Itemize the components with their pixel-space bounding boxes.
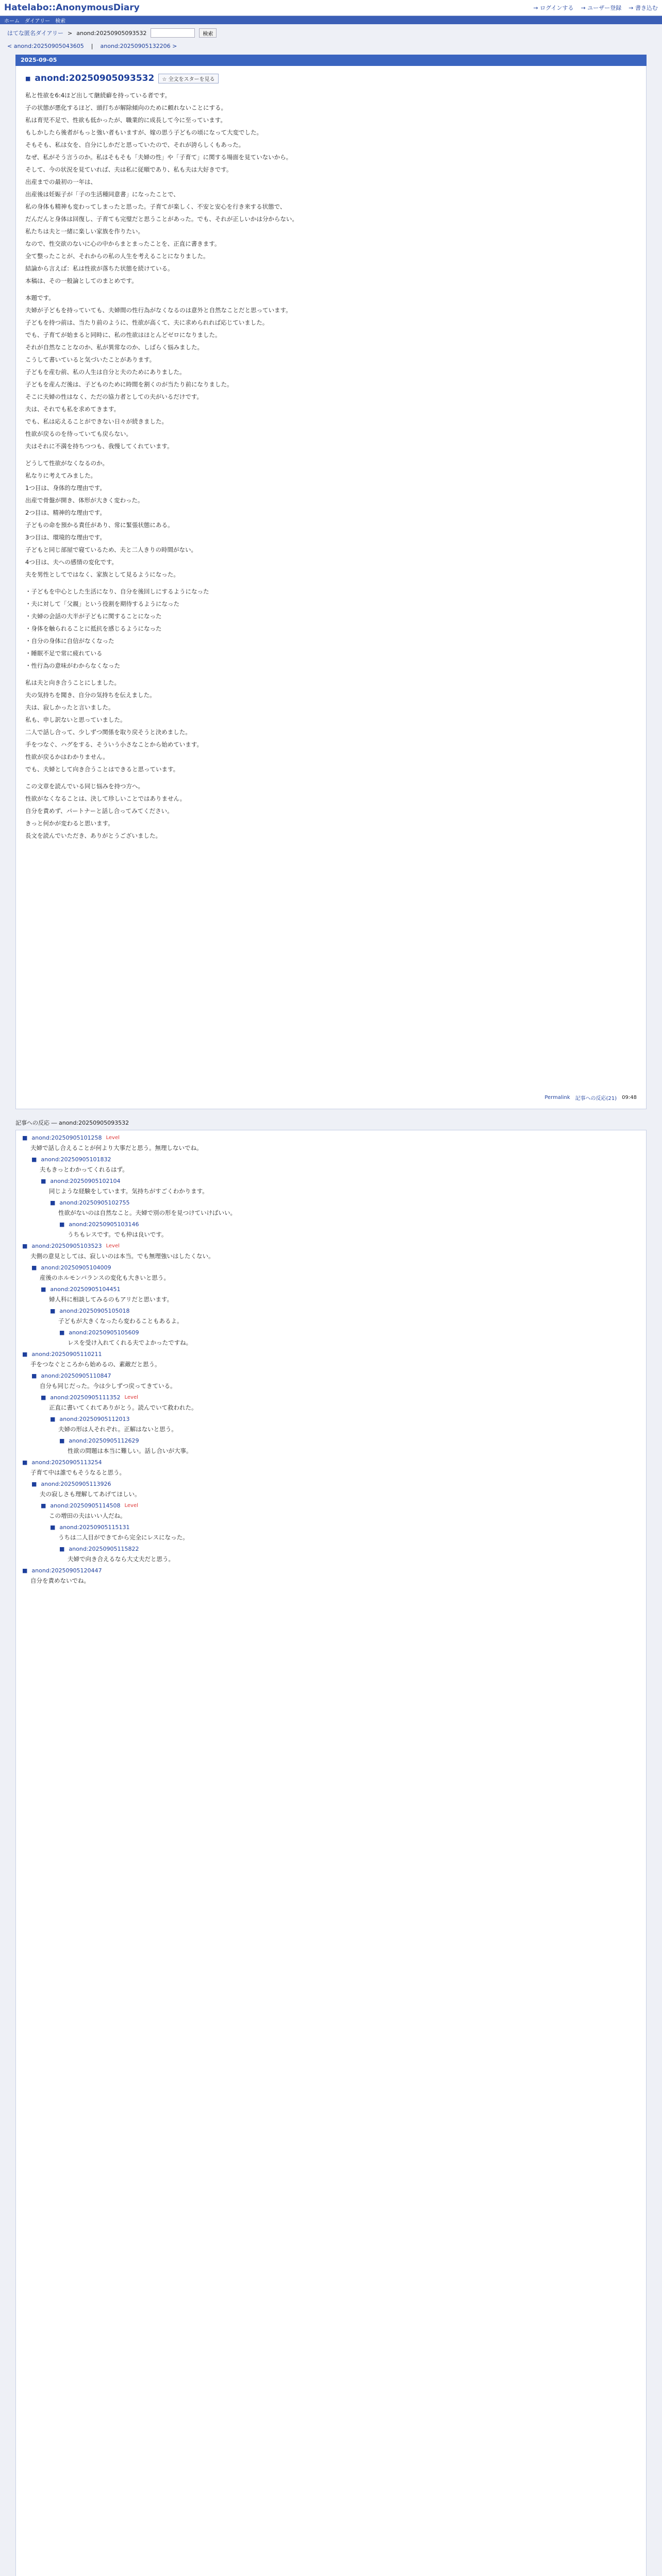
article-paragraph: 夫はそれに不満を持ちつつも、我慢してくれています。 (25, 443, 173, 450)
square-bullet-icon: ■ (59, 1329, 65, 1336)
article-paragraph: ・自分の身体に自信がなくなった (25, 637, 114, 645)
subbar-diary[interactable]: ダイアリー (25, 18, 51, 24)
comment-body: 自分を責めないでね。 (30, 1577, 90, 1584)
write-link[interactable]: → 書き込む (628, 5, 658, 11)
comment-body: 同じような経験をしています。気持ちがすごくわかります。 (49, 1188, 208, 1195)
nav-sep: | (91, 43, 93, 49)
comment-item (50, 1416, 640, 1434)
comment-item (31, 1264, 640, 1283)
comment-header (50, 1524, 640, 1531)
comment-body: この増田の夫はいい人だね。 (49, 1512, 126, 1519)
comment-item (59, 1437, 640, 1456)
article-paragraph: 夫は、寂しかったと言いました。 (25, 704, 114, 711)
square-bullet-icon: ■ (31, 1264, 37, 1271)
article-paragraph: 子どもを産んだ後は、子どものために時間を割くのが当たり前になりました。 (25, 381, 233, 388)
comment-id-link[interactable]: anond:20250905114508 (50, 1502, 121, 1509)
comment-body: うちもレスです。でも仲は良いです。 (68, 1231, 168, 1238)
comment-header (22, 1351, 640, 1358)
comment-item (22, 1459, 640, 1478)
square-bullet-icon: ■ (31, 1481, 37, 1487)
comment-body: 産後のホルモンバランスの変化も大きいと思う。 (40, 1274, 170, 1281)
comment-body: 子育て中は誰でもそうなると思う。 (30, 1469, 125, 1476)
article-footer (544, 1094, 637, 1101)
comment-header (41, 1502, 640, 1509)
article-body (25, 91, 637, 841)
comment-item (41, 1502, 640, 1521)
article-paragraph: でも、子育てが始まると同時に、私の性欲はほとんどゼロになりました。 (25, 331, 221, 338)
article-paragraph: ・夫婦の会話の大半が子どもに関することになった (25, 613, 162, 620)
square-bullet-icon: ■ (59, 1221, 65, 1228)
article-paragraph: 子どもと同じ部屋で寝ているため、夫と二人きりの時間がない。 (25, 546, 197, 553)
article-paragraph: 出産で骨盤が開き、体形が大きく変わった。 (25, 497, 144, 504)
comment-id-link[interactable]: anond:20250905104451 (50, 1286, 121, 1293)
comment-body: 性欲の問題は本当に難しい。話し合いが大事。 (68, 1447, 192, 1454)
comment-id-link[interactable]: anond:20250905105018 (59, 1308, 130, 1314)
article-paragraph: なので、性交欲のないに心の中からまとまったことを、正直に書きます。 (25, 240, 221, 247)
comment-item (50, 1524, 640, 1543)
article-paragraph: そこに夫婦の性はなく、ただの協力者としての夫がいるだけです。 (25, 393, 203, 400)
article-paragraph: 性欲が戻るかはわかりません。 (25, 753, 109, 760)
comment-level-badge: Level (124, 1503, 138, 1509)
comment-header (22, 1459, 640, 1466)
article-paragraph: 二人で話し合って、少しずつ関係を取り戻そうと決めました。 (25, 728, 191, 736)
comment-header (22, 1567, 640, 1574)
article-paragraph: この文章を読んでいる同じ悩みを持つ方へ。 (25, 783, 144, 790)
article-paragraph: 子どもの命を預かる責任があり、常に緊張状態にある。 (25, 521, 174, 529)
article-paragraph: きっと何かが変わると思います。 (25, 820, 114, 827)
article-paragraph: どうして性欲がなくなるのか。 (25, 460, 108, 467)
article-paragraph: なぜ、私がそう言うのか。私はそもそも「夫婦の性」や「子育て」に関する場面を見ていないから。 (25, 154, 292, 161)
post-time: 09:48 (622, 1095, 637, 1100)
comment-header (50, 1199, 640, 1206)
article-paragraph: ・夫に対して「父親」という役割を期待するようになった (25, 600, 179, 607)
comment-level-badge: Level (106, 1135, 120, 1141)
comment-item (59, 1329, 640, 1348)
comment-id-link[interactable]: anond:20250905101832 (41, 1156, 111, 1163)
comment-id-link[interactable]: anond:20250905105609 (69, 1329, 139, 1336)
comment-item (22, 1243, 640, 1261)
comment-item (31, 1156, 640, 1175)
square-bullet-icon: ■ (22, 1243, 28, 1249)
search-button[interactable]: 検索 (199, 28, 217, 38)
comment-body: 正直に書いてくれてありがとう。読んでいて救われた。 (49, 1404, 197, 1411)
subbar-home[interactable]: ホーム (4, 18, 20, 24)
permalink-link[interactable]: Permalink (544, 1095, 570, 1100)
comment-header (41, 1286, 640, 1293)
comment-id-link[interactable]: anond:20250905110847 (41, 1372, 111, 1379)
article-paragraph: 夫を男性としてではなく、家族として見るようになった。 (25, 571, 179, 578)
article-paragraph: だんだんと身体は回復し、子育ても完璧だと思うことがあった。でも、それが正しいかは分からない。 (25, 215, 298, 223)
square-bullet-icon: ■ (22, 1459, 28, 1466)
square-bullet-icon: ■ (59, 1437, 65, 1444)
comment-body: レスを受け入れてくれる夫でよかったですね。 (68, 1339, 192, 1346)
comment-item (41, 1178, 640, 1196)
comment-header (50, 1308, 640, 1314)
star-button[interactable]: ☆ 全文をスターを見る (158, 74, 218, 83)
article-title-row (25, 73, 637, 83)
comment-header (31, 1481, 640, 1487)
breadcrumb (0, 24, 662, 42)
square-bullet-icon: ■ (31, 1156, 37, 1163)
article-paragraph: でも、夫婦として向き合うことはできると思っています。 (25, 766, 179, 773)
entry-nav (0, 42, 662, 53)
comment-header (59, 1329, 640, 1336)
article-paragraph: 私と性欲を6:4ほど出して継続癖を持っている者です。 (25, 92, 171, 99)
square-bullet-icon: ■ (50, 1199, 56, 1206)
comment-id-link[interactable]: anond:20250905102104 (50, 1178, 121, 1184)
article-paragraph: 本題です。 (25, 294, 55, 301)
article-paragraph: 私も、申し訳ないと思っていました。 (25, 716, 126, 723)
article-paragraph: 夫は、それでも私を求めてきます。 (25, 405, 120, 413)
article-paragraph: 結論から言えば：私は性欲が落ちた状態を続けている。 (25, 265, 174, 272)
comment-id-link[interactable]: anond:20250905102755 (59, 1199, 130, 1206)
comment-header (22, 1243, 640, 1249)
next-entry-link[interactable]: anond:20250905132206 > (100, 43, 177, 49)
article-paragraph: 夫婦が子どもを持っていても、夫婦間の性行為がなくなるのは意外と自然なことだと思っています。 (25, 307, 292, 314)
subbar-search[interactable]: 検索 (55, 18, 66, 24)
comments-header: 記事への反応 ― anond:20250905093532 (15, 1120, 129, 1126)
article-paragraph: 子の状態が悪化するほど、頭打ちが解除傾向のために頼れないことにする。 (25, 104, 227, 111)
comment-body: 手をつなぐところから始めるの、素敵だと思う。 (30, 1361, 161, 1368)
article-paragraph: 出産後は妊娠子が「子の生活種同意書」になったことで、 (25, 191, 179, 198)
article-paragraph: 私たちは夫と一緒に楽しい家族を作りたい。 (25, 228, 144, 235)
comment-body: 夫もきっとわかってくれるはず。 (40, 1166, 128, 1173)
prev-entry-link[interactable]: < anond:20250905043605 (7, 43, 84, 49)
article-paragraph: 性欲がなくなることは、決して珍しいことではありません。 (25, 795, 186, 802)
comment-body: 婦人科に相談してみるのもアリだと思います。 (49, 1296, 173, 1303)
article-paragraph: 長文を読んでいただき、ありがとうございました。 (25, 832, 162, 839)
article-paragraph: 2つ目は、精神的な理由です。 (25, 509, 106, 516)
comment-id-link[interactable]: anond:20250905115822 (69, 1546, 139, 1552)
sub-bar (0, 16, 662, 24)
article (15, 66, 647, 1109)
article-paragraph: もしかしたら後者がもっと強い者もいますが、嫁の思う子どもの頃になって大変でした。 (25, 129, 262, 136)
article-paragraph: 夫の気持ちを聞き、自分の気持ちを伝えました。 (25, 691, 156, 699)
comment-id-link[interactable]: anond:20250905112629 (69, 1437, 139, 1444)
article-paragraph: でも、私は応えることができない日々が続きました。 (25, 418, 168, 425)
site-logo[interactable]: Hatelabo::AnonymousDiary (4, 3, 140, 13)
comment-body: 夫側の意見としては、寂しいのは本当。でも無理強いはしたくない。 (30, 1252, 214, 1260)
comment-header (41, 1394, 640, 1401)
article-paragraph: 私なりに考えてみました。 (25, 472, 96, 479)
search-input[interactable] (151, 28, 195, 38)
comment-header (31, 1372, 640, 1379)
comment-body: 夫の寂しさも理解してあげてほしい。 (40, 1490, 141, 1498)
comment-item (59, 1546, 640, 1564)
square-bullet-icon: ■ (41, 1502, 46, 1509)
article-paragraph: 私は育児不足で、性欲も低かったが、職業的に成長して今に至っています。 (25, 116, 226, 124)
comment-item (22, 1351, 640, 1369)
article-title[interactable]: anond:20250905093532 (35, 73, 155, 83)
comment-item (50, 1308, 640, 1326)
top-nav (533, 4, 658, 12)
article-paragraph: そして、今の状況を見ていれば、夫は私に従順であり、私も夫は大好きです。 (25, 166, 233, 173)
comment-id-link[interactable]: anond:20250905111352 (50, 1394, 121, 1401)
square-bullet-icon: ■ (50, 1416, 56, 1422)
article-paragraph: そもそも、私は女を、自分にしかだと思っていたので、それが誇らしくもあった。 (25, 141, 245, 148)
article-paragraph: 自分を責めず、パートナーと話し合ってみてください。 (25, 807, 173, 815)
comment-item (41, 1286, 640, 1304)
comment-body: 夫婦で話し合えることが何より大事だと思う。無理しないでね。 (30, 1144, 203, 1151)
article-paragraph: こうして書いていると気づいたことがあります。 (25, 356, 156, 363)
article-paragraph: 本稿は、その一般論としてのまとめです。 (25, 277, 138, 284)
comment-header (59, 1546, 640, 1552)
article-paragraph: 私は夫と向き合うことにしました。 (25, 679, 120, 686)
comment-id-link[interactable]: anond:20250905101258 (31, 1134, 102, 1141)
article-paragraph: 出産までの最初の一年は、 (25, 178, 96, 185)
square-bullet-icon: ■ (50, 1308, 56, 1314)
article-paragraph: ・身体を触られることに抵抗を感じるようになった (25, 625, 162, 632)
article-paragraph: 3つ目は、環境的な理由です。 (25, 534, 106, 541)
comment-body: 性欲がないのは自然なこと。夫婦で別の形を見つけていけばいい。 (58, 1209, 236, 1216)
comment-body: 子どもが大きくなったら変わることもあるよ。 (58, 1317, 183, 1325)
comment-item (31, 1481, 640, 1499)
comment-id-link[interactable]: anond:20250905104009 (41, 1264, 111, 1271)
comment-item (59, 1221, 640, 1240)
article-paragraph: 1つ目は、身体的な理由です。 (25, 484, 106, 492)
comment-header (31, 1264, 640, 1271)
square-bullet-icon: ■ (22, 1567, 28, 1574)
square-bullet-icon: ■ (41, 1178, 46, 1184)
article-paragraph: ・睡眠不足で常に疲れている (25, 650, 103, 657)
square-bullet-icon: ■ (50, 1524, 56, 1531)
article-paragraph: 性欲が戻るのを待っていても戻らない。 (25, 430, 132, 437)
article-paragraph: それが自然なことなのか、私が異常なのか、しばらく悩みました。 (25, 344, 203, 351)
article-paragraph: 全て整ったことが、それからの私の人生を考えることになりました。 (25, 252, 209, 260)
reactions-link[interactable]: 記事への反応(21) (575, 1096, 617, 1101)
article-paragraph: 手をつなぐ、ハグをする、そういう小さなことから始めています。 (25, 741, 203, 748)
breadcrumb-sep: > (68, 29, 73, 37)
register-link[interactable]: → ユーザー登録 (581, 5, 622, 11)
article-paragraph: 子どもを産む前、私の人生は自分と夫のためにありました。 (25, 368, 186, 376)
comment-id-link[interactable]: anond:20250905110211 (31, 1351, 102, 1358)
article-paragraph: 私の身体も精神も変わってしまったと思った。子育てが楽しく、不安と安心を行き来する状態で、 (25, 203, 286, 210)
comment-header (31, 1156, 640, 1163)
comment-id-link[interactable]: anond:20250905115131 (59, 1524, 130, 1531)
comment-header (22, 1134, 640, 1141)
top-bar (0, 0, 662, 16)
comment-id-link[interactable]: anond:20250905113254 (31, 1459, 102, 1466)
comment-item (50, 1199, 640, 1218)
comment-id-link[interactable]: anond:20250905112013 (59, 1416, 130, 1422)
comment-level-badge: Level (106, 1243, 120, 1249)
comment-header (59, 1437, 640, 1444)
comment-body: 夫婦で向き合えるなら大丈夫だと思う。 (68, 1555, 174, 1563)
square-bullet-icon: ■ (41, 1394, 46, 1401)
comment-body: うちは二人目ができてから完全にレスになった。 (58, 1534, 189, 1541)
comment-header (41, 1178, 640, 1184)
comment-header (50, 1416, 640, 1422)
comment-header (59, 1221, 640, 1228)
square-bullet-icon: ■ (41, 1286, 46, 1293)
login-link[interactable]: → ログインする (533, 5, 574, 11)
comments-list (15, 1130, 647, 2576)
square-bullet-icon: ■ (31, 1372, 37, 1379)
comment-id-link[interactable]: anond:20250905103523 (31, 1243, 102, 1249)
comment-body: 夫婦の形は人それぞれ。正解はないと思う。 (58, 1426, 177, 1433)
square-bullet-icon: ■ (22, 1351, 28, 1358)
comment-item (31, 1372, 640, 1391)
comment-level-badge: Level (124, 1395, 138, 1400)
breadcrumb-home[interactable]: はてな匿名ダイアリー (7, 30, 64, 37)
breadcrumb-current: anond:20250905093532 (76, 29, 147, 37)
article-paragraph: 子どもを持つ前は、当たり前のように、性欲が高くて、夫に求められれば応じていました。 (25, 319, 269, 326)
date-header: 2025-09-05 (15, 55, 647, 66)
comment-item (41, 1394, 640, 1413)
comment-id-link[interactable]: anond:20250905120447 (31, 1567, 102, 1574)
article-paragraph: ・性行為の意味がわからなくなった (25, 662, 120, 669)
square-bullet-icon: ■ (22, 1134, 28, 1141)
comment-body: 自分も同じだった。今は少しずつ戻ってきている。 (40, 1382, 176, 1389)
comment-item (22, 1567, 640, 1586)
article-paragraph: 4つ目は、夫への感情の変化です。 (25, 558, 118, 566)
article-paragraph: ・子どもを中心とした生活になり、自分を後回しにするようになった (25, 588, 209, 595)
square-bullet-icon: ■ (25, 75, 31, 82)
comment-id-link[interactable]: anond:20250905113926 (41, 1481, 111, 1487)
comment-id-link[interactable]: anond:20250905103146 (69, 1221, 139, 1228)
square-bullet-icon: ■ (59, 1546, 65, 1552)
comment-item (22, 1134, 640, 1153)
